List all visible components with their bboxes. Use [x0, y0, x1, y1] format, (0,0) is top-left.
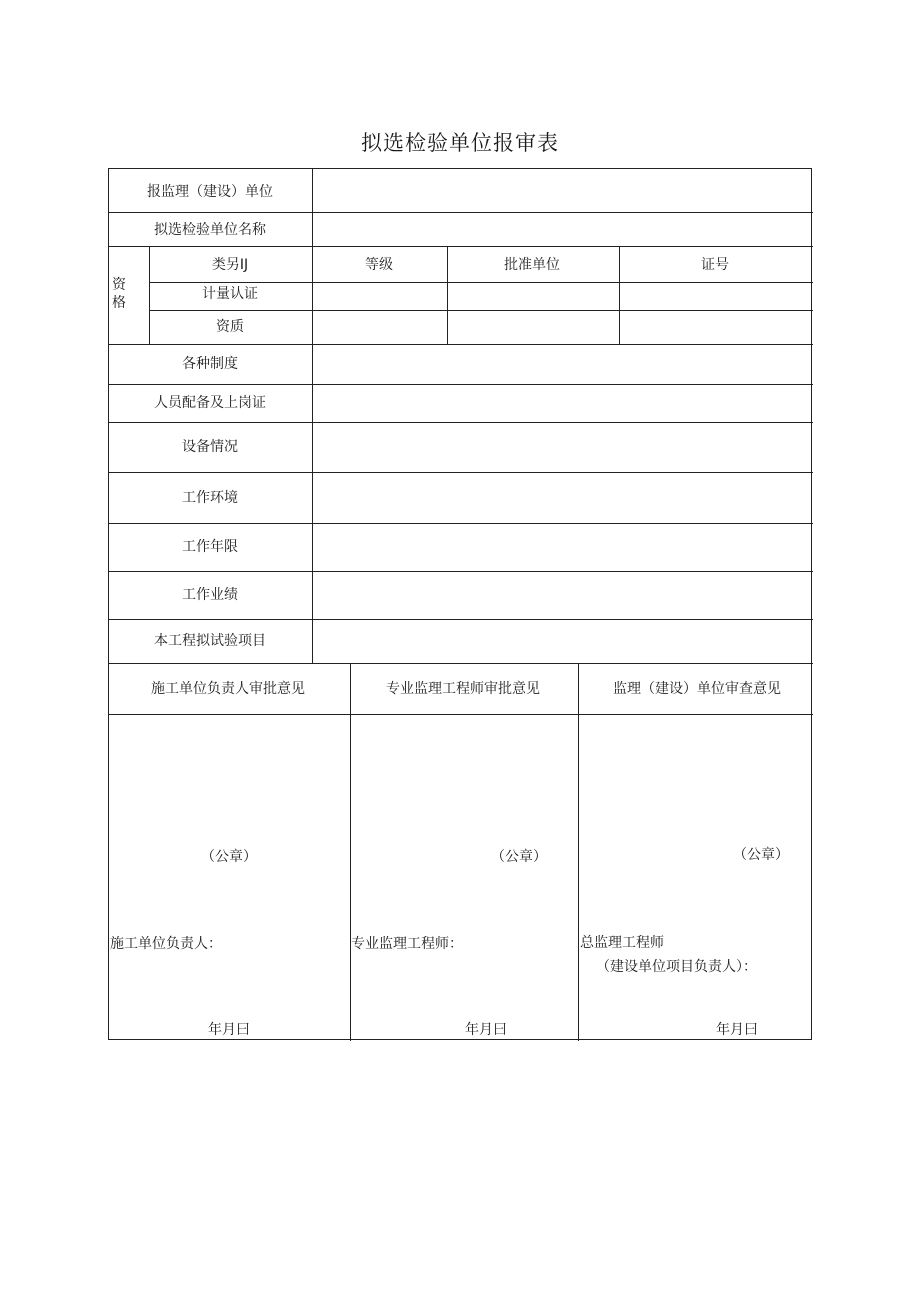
- page-title: 拟选检验单位报审表: [361, 131, 559, 155]
- col-divider: [447, 246, 448, 344]
- sign-supervisor-line1: 总监理工程师: [580, 935, 664, 951]
- sign-supervisor-line2: （建设单位项目负责人）：: [596, 959, 757, 975]
- row-divider: [109, 384, 813, 385]
- row-divider: [109, 246, 813, 247]
- label-qualification-grade: 资质: [216, 319, 244, 335]
- col-divider: [350, 663, 351, 1041]
- label-metrology: 计量认证: [202, 286, 258, 302]
- label-systems: 各种制度: [182, 356, 238, 372]
- date-supervisor: 年月曰: [716, 1022, 758, 1038]
- header-supervisor-review: 监理（建设）单位审查意见: [613, 681, 781, 697]
- date-contractor: 年月曰: [208, 1022, 250, 1038]
- col-header-approver: 批准单位: [504, 257, 560, 273]
- col-divider: [578, 663, 579, 1041]
- seal-engineer: （公章）: [491, 849, 547, 865]
- row-divider: [109, 472, 813, 473]
- label-qualification: 资格: [112, 277, 126, 311]
- row-divider: [109, 571, 813, 572]
- sign-contractor: 施工单位负责人：: [110, 936, 222, 952]
- col-header-category: 类另IJ: [211, 257, 249, 273]
- label-staffing: 人员配备及上岗证: [154, 395, 266, 411]
- row-divider: [109, 523, 813, 524]
- seal-supervisor: （公章）: [733, 847, 789, 863]
- label-performance: 工作业绩: [182, 587, 238, 603]
- date-engineer: 年月曰: [465, 1022, 507, 1038]
- col-divider: [149, 246, 150, 344]
- header-contractor-review: 施工单位负责人审批意见: [151, 681, 305, 697]
- row-divider: [109, 212, 813, 213]
- seal-contractor: （公章）: [201, 849, 257, 865]
- label-years: 工作年限: [182, 539, 238, 555]
- row-divider: [109, 619, 813, 620]
- sign-engineer: 专业监理工程师：: [351, 936, 463, 952]
- label-environment: 工作环境: [182, 490, 238, 506]
- row-divider: [109, 344, 813, 345]
- col-divider: [312, 169, 313, 663]
- label-equipment: 设备情况: [182, 439, 238, 455]
- label-submit-to: 报监理（建设）单位: [147, 184, 273, 200]
- col-divider: [619, 246, 620, 344]
- col-header-level: 等级: [365, 257, 393, 273]
- row-divider: [149, 310, 813, 311]
- row-divider: [109, 422, 813, 423]
- row-divider: [109, 663, 813, 664]
- header-engineer-review: 专业监理工程师审批意见: [386, 681, 540, 697]
- col-header-cert-no: 证号: [701, 257, 729, 273]
- label-lab-name: 拟选检验单位名称: [154, 222, 266, 238]
- row-divider: [109, 714, 813, 715]
- label-test-items: 本工程拟试验项目: [154, 633, 266, 649]
